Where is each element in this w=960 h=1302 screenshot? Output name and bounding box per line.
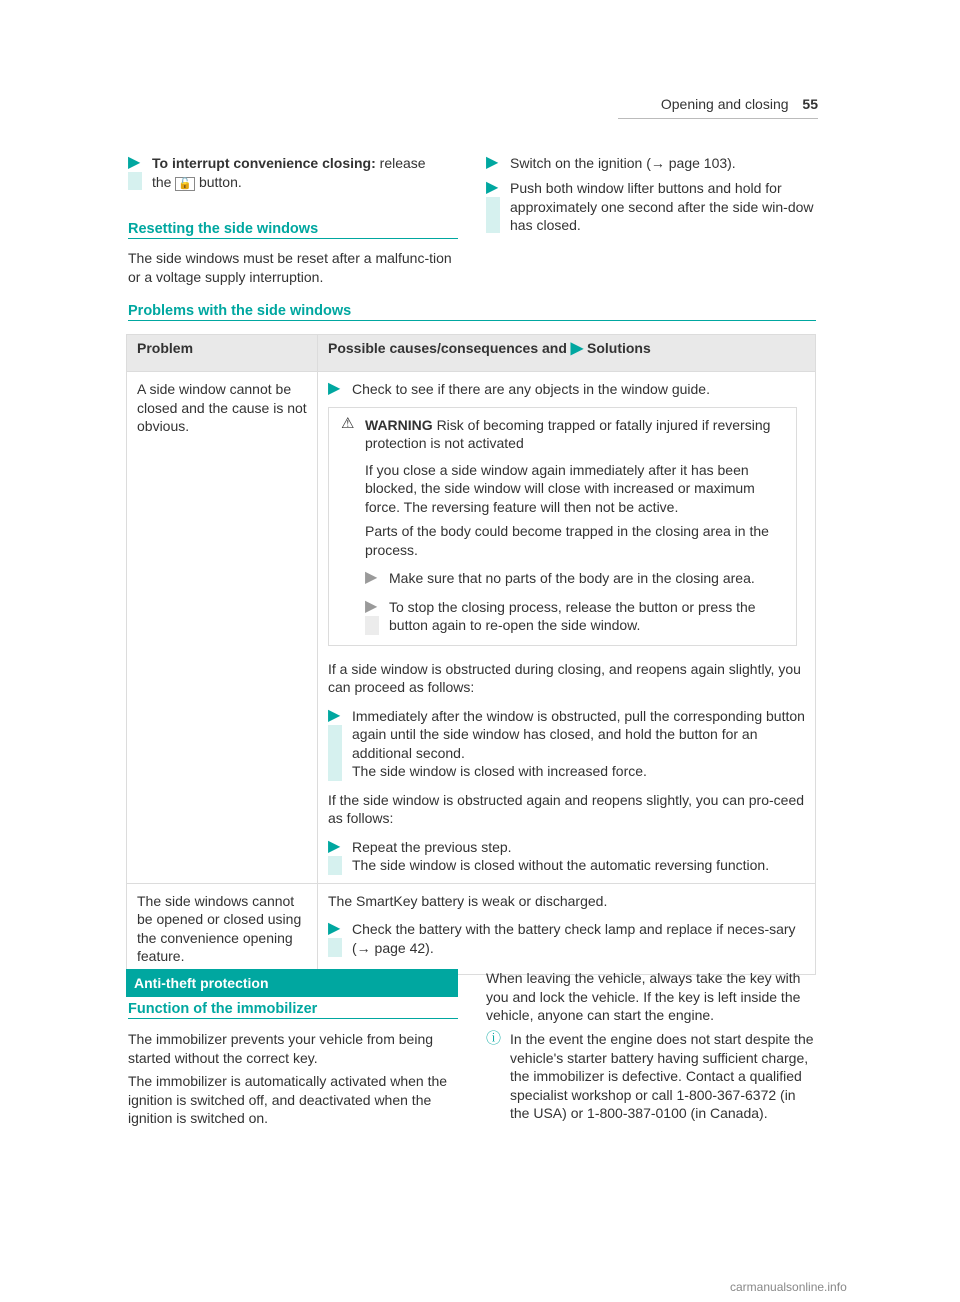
row1-step bbox=[328, 380, 805, 399]
problems-table bbox=[126, 334, 816, 975]
table-row bbox=[127, 372, 816, 884]
warning-label: WARNING bbox=[365, 416, 433, 433]
interrupt-step bbox=[128, 154, 458, 193]
row2-step bbox=[328, 920, 805, 957]
col-solutions-header bbox=[318, 335, 816, 372]
header-rule bbox=[618, 118, 818, 119]
reset-heading: Resetting the side windows bbox=[128, 221, 319, 237]
leaving-vehicle-text: When leaving the vehicle, always take the key with you and lock the vehicle. If the key is left inside the vehicle, anyone can start the engine. bbox=[486, 970, 801, 1023]
obstructed-text: If a side window is obstructed during closing, and reopens again slightly, you can proceed as follows: bbox=[328, 660, 801, 695]
interrupt-text-2a: the bbox=[152, 173, 176, 190]
antitheft-banner-text: Anti-theft protection bbox=[134, 975, 269, 991]
row2-solution bbox=[318, 883, 816, 974]
interrupt-label: To interrupt convenience closing: bbox=[152, 155, 376, 171]
header-title: Opening and closing bbox=[660, 96, 789, 112]
immobilizer-p2: The immobilizer is automatically activated when the ignition is switched off, and deactivated when the ignition is switched on. bbox=[128, 1073, 448, 1126]
arrow-icon: ▶ bbox=[570, 340, 584, 357]
immobilizer-p1: The immobilizer prevents your vehicle from being started without the correct key. bbox=[128, 1031, 434, 1066]
again-text: If the side window is obstructed again and reopens slightly, you can pro-ceed as follows: bbox=[328, 791, 805, 826]
problems-heading: Problems with the side windows bbox=[128, 303, 352, 319]
step-arrow-icon: ▶ bbox=[365, 597, 378, 615]
immediately-step bbox=[328, 707, 805, 781]
interrupt-text: release bbox=[375, 155, 426, 171]
step-bar bbox=[328, 725, 342, 781]
step-bar bbox=[328, 938, 342, 957]
row1-solution bbox=[318, 372, 816, 884]
footer-watermark: carmanualsonline.info bbox=[730, 1280, 847, 1294]
col-problem-header: Problem bbox=[127, 335, 318, 372]
ignition-step bbox=[486, 154, 816, 173]
row1-step-text: Check to see if there are any objects in the window guide. bbox=[352, 381, 710, 397]
step-bar bbox=[328, 856, 342, 875]
unlock-icon: 🔓 bbox=[175, 177, 195, 191]
push-step bbox=[486, 179, 816, 233]
row2-problem: The side windows cannot be opened or closed using the convenience opening feature. bbox=[127, 883, 318, 974]
repeat-result: The side window is closed without the automatic reversing function. bbox=[352, 857, 770, 873]
immediately-text: Immediately after the window is obstructed, pull the corresponding button again until the side window has closed, and hold the button for an additional second. bbox=[352, 707, 805, 761]
antitheft-banner bbox=[126, 969, 458, 997]
row1-problem: A side window cannot be closed and the cause is not obvious. bbox=[127, 372, 318, 884]
step-arrow-icon: ▶ bbox=[328, 380, 341, 397]
warning-title: Risk of becoming trapped or fatally injured if reversing protection is not activated bbox=[365, 416, 771, 451]
step-bar bbox=[128, 172, 142, 190]
immobilizer-note bbox=[486, 1030, 816, 1123]
ignition-text: Switch on the ignition (→ page 103). bbox=[510, 155, 736, 171]
warning-step-1-text: Make sure that no parts of the body are in the closing area. bbox=[389, 570, 755, 586]
running-header bbox=[618, 95, 818, 114]
push-text: Push both window lifter buttons and hold for approximately one second after the side win-dow has closed. bbox=[510, 180, 814, 233]
col-solutions-a: Possible causes/consequences and bbox=[328, 340, 567, 356]
step-arrow-icon: ▶ bbox=[486, 154, 499, 171]
step-bar bbox=[486, 197, 500, 233]
col-solutions-b: Solutions bbox=[586, 340, 651, 356]
warning-p1: If you close a side window again immediately after it has been blocked, the side window will close with increased or maximum force. The reversing feature will then not be active. bbox=[365, 461, 755, 515]
step-arrow-icon: ▶ bbox=[486, 179, 499, 196]
warning-step-2 bbox=[341, 598, 786, 635]
row2-step-text: Check the battery with the battery check lamp and replace if neces-sary (→ page 42). bbox=[352, 921, 796, 956]
step-arrow-icon: ▶ bbox=[365, 569, 378, 586]
reset-text: The side windows must be reset after a malfunc-tion or a voltage supply interruption. bbox=[128, 250, 452, 285]
warning-box bbox=[328, 407, 797, 646]
interrupt-text-2b: button. bbox=[195, 173, 242, 190]
row2-cause: The SmartKey battery is weak or discharged. bbox=[328, 892, 608, 909]
repeat-step bbox=[328, 838, 805, 875]
warning-step-2-text: To stop the closing process, release the button or press the button again to re-open the side window. bbox=[389, 598, 756, 633]
immobilizer-heading-rule bbox=[128, 1018, 458, 1019]
repeat-text: Repeat the previous step. bbox=[352, 838, 512, 855]
warning-p2: Parts of the body could become trapped in the closing area in the process. bbox=[365, 523, 769, 558]
warning-step-1 bbox=[341, 569, 786, 588]
immobilizer-heading: Function of the immobilizer bbox=[128, 1001, 318, 1017]
step-arrow-icon: ▶ bbox=[328, 706, 341, 724]
immediately-result: The side window is closed with increased force. bbox=[352, 763, 647, 779]
step-arrow-icon: ▶ bbox=[328, 920, 341, 937]
step-bar bbox=[365, 616, 379, 635]
info-icon: ⓘ bbox=[486, 1030, 502, 1047]
note-text: In the event the engine does not start despite the vehicle's starter battery having sufficient charge, the immobilizer is defective. Contact a qualified specialist workshop or call 1-800-367-6372 (in the USA) or 1-800-387-0100 (in Canada). bbox=[510, 1031, 814, 1121]
page-number: 55 bbox=[802, 96, 818, 112]
step-arrow-icon: ▶ bbox=[128, 154, 141, 171]
problems-heading-rule bbox=[128, 320, 816, 321]
step-arrow-icon: ▶ bbox=[328, 837, 341, 855]
reset-heading-rule bbox=[128, 238, 458, 239]
warning-icon: ⚠ bbox=[341, 414, 355, 432]
table-row bbox=[127, 883, 816, 974]
